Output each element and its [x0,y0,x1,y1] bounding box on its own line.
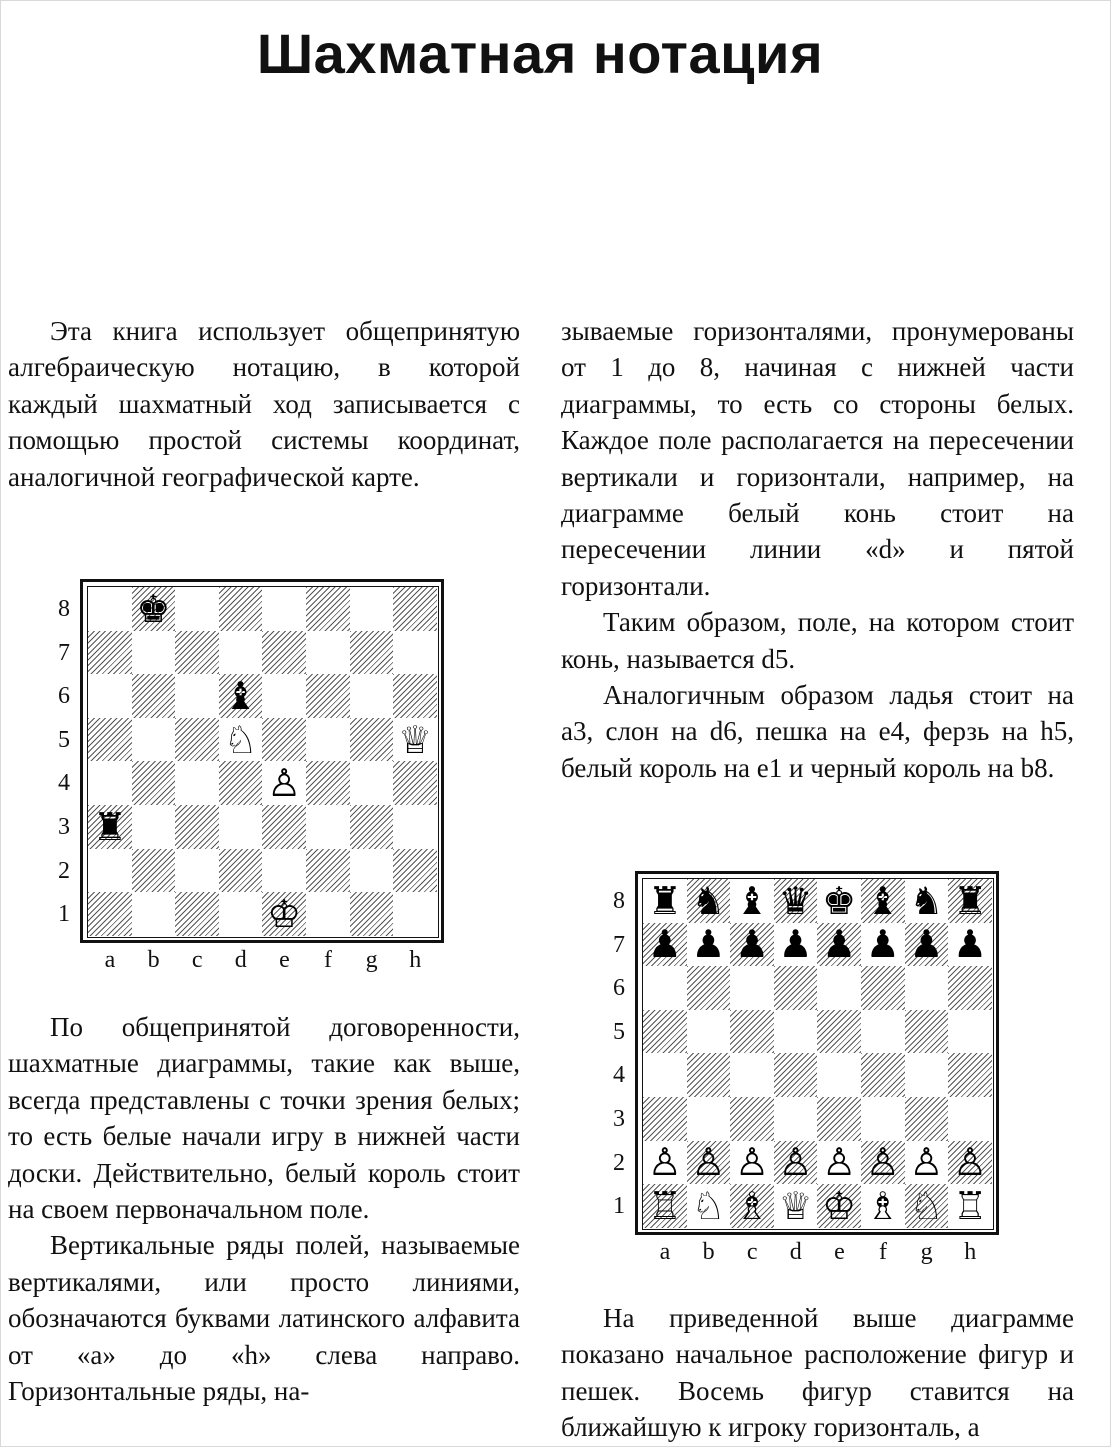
white-pawn-icon: ♙ [865,1140,900,1185]
square-d8 [219,587,263,631]
white-pawn-icon: ♙ [778,1140,813,1185]
black-pawn-icon: ♟ [865,922,900,967]
board-squares [642,878,994,1230]
white-pawn-icon: ♙ [909,1140,944,1185]
black-knight-icon: ♞ [691,878,726,923]
black-pawn-icon: ♟ [647,922,682,967]
square-b6 [687,966,731,1010]
square-h3 [948,1097,992,1141]
chess-diagram-position [40,576,460,976]
white-pawn-icon: ♙ [734,1140,770,1185]
square-e6 [262,674,306,718]
white-rook-icon: ♖ [952,1183,988,1228]
square-f3 [306,805,350,849]
rank-label-2: 2 [58,857,70,884]
square-a7 [88,631,132,675]
square-c1 [175,892,219,936]
square-b5 [132,718,176,762]
square-g4 [350,761,394,805]
white-bishop-icon: ♗ [865,1183,900,1228]
white-pawn-icon: ♙ [822,1140,857,1185]
file-label-g: g [920,1239,933,1265]
square-g3 [905,1097,949,1141]
left-column-bottom [8,1009,520,1409]
file-label-d: d [234,947,247,973]
file-label-c: c [191,947,203,973]
square-c5 [730,1010,774,1054]
square-e6 [817,966,861,1010]
white-knight-icon: ♘ [691,1183,726,1228]
right-column-bottom [561,1300,1074,1446]
square-e7 [262,631,306,675]
square-g6 [905,966,949,1010]
square-h6 [393,674,437,718]
rank-label-1: 1 [58,901,70,928]
black-rook-icon: ♜ [647,878,682,923]
square-g6 [350,674,394,718]
black-pawn-icon: ♟ [822,922,857,967]
square-c3 [730,1097,774,1141]
square-c2 [175,849,219,893]
square-d1 [219,892,263,936]
square-d3 [774,1097,818,1141]
rank-label-5: 5 [613,1018,625,1045]
rank-label-4: 4 [613,1062,625,1089]
paragraph-intro: Эта книга использует общепринятую алгебраическую нотацию, в которой каждый шахматный ход записывается с помощью простой системы координат, аналогичной географической карте. [8,316,520,492]
square-e3 [817,1097,861,1141]
square-b3 [132,805,176,849]
right-column-top [561,313,1074,786]
square-c3 [175,805,219,849]
square-f3 [861,1097,905,1141]
square-c5 [175,718,219,762]
square-e5 [817,1010,861,1054]
square-d4 [219,761,263,805]
square-e3 [262,805,306,849]
board-squares [87,586,439,938]
rank-label-2: 2 [613,1149,625,1176]
square-g7 [350,631,394,675]
square-a5 [643,1010,687,1054]
black-knight-icon: ♞ [909,878,944,923]
square-c4 [730,1053,774,1097]
square-g2 [350,849,394,893]
square-g5 [905,1010,949,1054]
square-f6 [306,674,350,718]
rank-label-3: 3 [613,1106,625,1132]
square-c8 [175,587,219,631]
file-label-g: g [365,947,378,973]
square-e2 [262,849,306,893]
rank-label-6: 6 [58,683,70,710]
white-pawn-icon: ♙ [647,1140,682,1185]
square-a2 [88,849,132,893]
square-f5 [306,718,350,762]
file-label-e: e [279,947,290,973]
square-h7 [393,631,437,675]
square-b4 [687,1053,731,1097]
square-f4 [306,761,350,805]
square-g1 [350,892,394,936]
square-f6 [861,966,905,1010]
square-f8 [306,587,350,631]
board-frame [80,579,444,943]
white-king-icon: ♔ [267,891,302,936]
square-b1 [132,892,176,936]
square-h1 [393,892,437,936]
square-d5 [774,1010,818,1054]
black-rook-icon: ♜ [92,804,127,849]
square-f1 [306,892,350,936]
file-label-a: a [659,1239,671,1265]
square-f7 [306,631,350,675]
square-h3 [393,805,437,849]
square-h8 [393,587,437,631]
black-rook-icon: ♜ [952,878,988,923]
square-e5 [262,718,306,762]
square-a6 [643,966,687,1010]
square-e8 [262,587,306,631]
square-b2 [132,849,176,893]
square-a6 [88,674,132,718]
white-pawn-icon: ♙ [691,1140,726,1185]
square-g8 [350,587,394,631]
square-d7 [219,631,263,675]
square-b7 [132,631,176,675]
rank-label-7: 7 [613,931,625,958]
square-f2 [306,849,350,893]
file-label-b: b [702,1239,715,1265]
square-g3 [350,805,394,849]
rank-label-1: 1 [613,1193,625,1220]
black-pawn-icon: ♟ [952,922,988,967]
square-d2 [219,849,263,893]
square-f4 [861,1053,905,1097]
file-label-c: c [746,1239,758,1265]
square-a5 [88,718,132,762]
square-g4 [905,1053,949,1097]
paragraph-example-pieces: Аналогичным образом ладья стоит на a3, слон на d6, пешка на e4, ферзь на h5, белый король на e1 и черный король на b8. [561,680,1074,783]
rank-label-5: 5 [58,726,70,753]
square-c6 [730,966,774,1010]
black-king-icon: ♚ [822,878,857,923]
left-column-top [8,313,520,495]
chess-diagram-initial [595,868,1015,1268]
square-b3 [687,1097,731,1141]
file-label-d: d [789,1239,802,1265]
white-knight-icon: ♘ [223,717,258,762]
file-label-h: h [964,1239,977,1265]
white-queen-icon: ♕ [778,1183,813,1228]
file-label-e: e [834,1239,845,1265]
board-frame [635,871,999,1235]
square-h2 [393,849,437,893]
white-rook-icon: ♖ [647,1183,682,1228]
file-label-b: b [147,947,160,973]
white-pawn-icon: ♙ [952,1140,988,1185]
square-c7 [175,631,219,675]
square-c4 [175,761,219,805]
white-bishop-icon: ♗ [734,1183,770,1228]
square-a1 [88,892,132,936]
black-pawn-icon: ♟ [734,922,770,967]
white-queen-icon: ♕ [397,717,433,762]
square-a4 [643,1053,687,1097]
white-pawn-icon: ♙ [267,761,302,806]
black-pawn-icon: ♟ [691,922,726,967]
black-bishop-icon: ♝ [734,878,770,923]
square-h4 [948,1053,992,1097]
black-bishop-icon: ♝ [223,673,258,718]
white-king-icon: ♔ [822,1183,857,1228]
square-d6 [774,966,818,1010]
rank-label-7: 7 [58,639,70,666]
square-d4 [774,1053,818,1097]
paragraph-convention: По общепринятой договоренности, шахматные диаграммы, такие как выше, всегда представлены с точки зрения белых; то есть белые начали игру в нижней части доски. Действительно, белый король стоит на своем первоначальном поле. [8,1012,520,1225]
square-a4 [88,761,132,805]
black-pawn-icon: ♟ [909,922,944,967]
square-a3 [643,1097,687,1141]
square-e4 [817,1053,861,1097]
square-a8 [88,587,132,631]
square-h4 [393,761,437,805]
white-knight-icon: ♘ [909,1183,944,1228]
square-b6 [132,674,176,718]
paragraph-example-knight: Таким образом, поле, на котором стоит конь, называется d5. [561,607,1074,674]
rank-label-4: 4 [58,770,70,797]
black-pawn-icon: ♟ [778,922,813,967]
paragraph-ranks: зываемые горизонталями, пронумерованы от 1 до 8, начиная с нижней части диаграммы, то есть со стороны белых. Каждое поле располагается на пересечении вертикали и горизонтали, например, на диаграмме белый конь стоит на пересечении линии «d» и пятой горизонтали. [561,316,1074,601]
black-bishop-icon: ♝ [865,878,900,923]
file-label-f: f [879,1239,887,1265]
square-c6 [175,674,219,718]
square-h6 [948,966,992,1010]
rank-label-6: 6 [613,975,625,1002]
square-g5 [350,718,394,762]
file-label-h: h [409,947,422,973]
file-label-a: a [104,947,116,973]
black-queen-icon: ♛ [778,878,813,923]
rank-label-8: 8 [613,888,625,914]
rank-label-8: 8 [58,596,70,622]
square-h5 [948,1010,992,1054]
square-b4 [132,761,176,805]
square-d3 [219,805,263,849]
paragraph-files: Вертикальные ряды полей, называемые вертикалями, или просто линиями, обозначаются буквами латинского алфавита от «a» до «h» слева направо. Горизонтальные ряды, на- [8,1230,520,1407]
page-title: Шахматная нотация [256,22,824,85]
paragraph-initial-position: На приведенной выше диаграмме показано начальное расположение фигур и пешек. Восемь фигур ставится на ближайшую к игроку горизонталь, а [561,1303,1074,1443]
rank-label-3: 3 [58,814,70,840]
file-label-f: f [324,947,332,973]
square-f5 [861,1010,905,1054]
black-king-icon: ♚ [136,586,171,631]
square-b5 [687,1010,731,1054]
